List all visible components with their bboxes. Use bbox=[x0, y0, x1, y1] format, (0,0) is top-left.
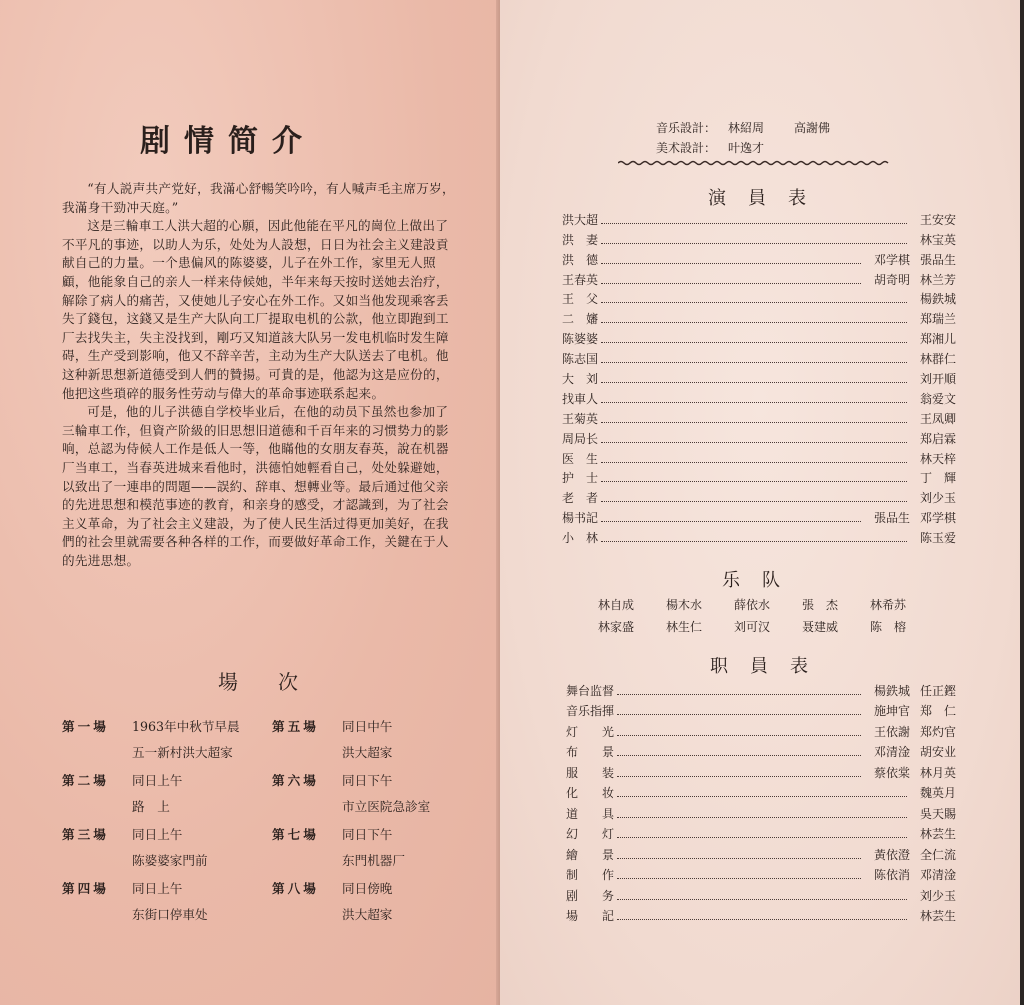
band-member: 林自成 bbox=[598, 598, 635, 612]
cast-row bbox=[562, 506, 956, 526]
dot-leader bbox=[617, 776, 861, 777]
staff-row bbox=[566, 740, 956, 761]
scene-label: 第二場 bbox=[62, 773, 109, 788]
dot-leader bbox=[601, 521, 861, 522]
performer-name: 邓清淦 bbox=[873, 745, 910, 759]
performer-names bbox=[910, 430, 956, 447]
cast-row bbox=[562, 347, 956, 367]
dot-leader bbox=[601, 322, 907, 323]
performer-name: 刘开順 bbox=[919, 372, 956, 387]
dot-leader bbox=[617, 878, 861, 879]
performer-name: 林兰芳 bbox=[919, 272, 956, 287]
band-member: 薛依水 bbox=[734, 598, 771, 612]
performer-name: 任正鏗 bbox=[919, 683, 956, 698]
scene-time: 同日上午 bbox=[132, 881, 183, 896]
performer-name: 魏英月 bbox=[919, 786, 956, 800]
dot-leader bbox=[601, 462, 907, 463]
performer-names bbox=[864, 743, 956, 760]
role-name: 小 林 bbox=[562, 531, 599, 546]
staff-row bbox=[566, 883, 956, 904]
dot-leader bbox=[601, 342, 907, 343]
performer-names bbox=[910, 529, 956, 546]
role-name: 布 景 bbox=[566, 745, 615, 759]
performer-names bbox=[864, 682, 956, 699]
staff-row bbox=[566, 822, 956, 843]
staff-list bbox=[566, 678, 956, 924]
synopsis-paragraph: 可是，他的儿子洪德自学校毕业后，在他的动员下虽然也参加了三輪車工作，但資产阶級的旧思想旧道德和千百年来的习惯势力的影响，总認为侍候人工作是低人一等，他瞞他的女朋友春英，說在机器厂当車工，当春英进城来看他时，洪德怕她輕看自己，处处躲避她，以致出了一連串的問題——誤約、辞車、想轉业等。最后通过他父亲的先进思想和模范事迹的教育，和亲身的感受，才認識到，为了社会主义革命，为了社会主义建設，为了使人民生活过得更加美好，在我們的社会里就需要各种各样的工作，而要做好革命工作，关鍵在于人的先进思想。 bbox=[62, 404, 449, 568]
band-row bbox=[598, 618, 938, 640]
performer-name: 邓学棋 bbox=[873, 252, 910, 267]
synopsis-paragraph: 这是三輪車工人洪大超的心願，因此他能在平凡的崗位上做出了不平凡的事迹，以助人为乐，处处为人設想，日日为社会主义建設貢献自己的力量。一个患偏风的陈婆婆，儿子在外工作，家里无人照顧，他能象自己的亲人一样来侍候她，半年来每天按时送她去治疗，解除了病人的痛苦，又使她儿子安心在外工作。又如当他发现乘客丢失了錢包，这錢又是生产大队向工厂提取电机的公款，他立即跑到工厂去找失主，失主没找到，剛巧又知道該大队另一发电机临时发生障碍，生产受到影响，他又不辞辛苦，主动为生产大队送去了电机。他这种新思想新道德受到人們的贊揚。可貴的是，他認为这是应份的，他把这些瑣碎的服务性劳动与偉大的革命事迹联系起来。 bbox=[62, 218, 449, 401]
performer-name: 張品生 bbox=[873, 511, 910, 526]
staff-row bbox=[566, 699, 956, 720]
staff-row bbox=[566, 760, 956, 781]
scene-place: 陈婆婆家門前 bbox=[132, 853, 208, 868]
role-name: 場 記 bbox=[566, 909, 615, 923]
dot-leader bbox=[617, 899, 907, 900]
band-member: 張 杰 bbox=[802, 598, 839, 612]
dot-leader bbox=[601, 362, 907, 363]
role-name: 幻 灯 bbox=[566, 827, 615, 841]
cast-row bbox=[562, 447, 956, 467]
performer-names bbox=[864, 846, 956, 863]
performer-name: 林月英 bbox=[919, 765, 956, 780]
performer-name: 林群仁 bbox=[919, 352, 956, 367]
role-name: 周局长 bbox=[562, 431, 599, 446]
staff-row bbox=[566, 863, 956, 884]
staff-row bbox=[566, 842, 956, 863]
performer-names bbox=[910, 887, 956, 904]
performer-names bbox=[910, 450, 956, 467]
credit-name: 高謝佛 bbox=[794, 121, 831, 135]
role-name: 服 装 bbox=[566, 765, 615, 780]
scene-label: 第六場 bbox=[272, 773, 319, 788]
cast-row bbox=[562, 268, 956, 288]
performer-names bbox=[864, 251, 956, 268]
staff-row bbox=[566, 781, 956, 802]
dot-leader bbox=[617, 837, 907, 838]
performer-name: 林芸生 bbox=[919, 827, 956, 841]
band-title: 乐队 bbox=[722, 570, 802, 591]
left-page bbox=[0, 0, 500, 1005]
band-row bbox=[598, 596, 938, 618]
credit-role: 美术設計： bbox=[656, 141, 717, 155]
role-name: 繪 景 bbox=[566, 847, 615, 862]
performer-names bbox=[910, 805, 956, 822]
scene-time: 同日下午 bbox=[342, 827, 393, 842]
band-member: 陈 榕 bbox=[870, 620, 907, 634]
role-name: 洪 妻 bbox=[562, 232, 599, 247]
band-member: 聂建威 bbox=[802, 620, 839, 634]
dot-leader bbox=[601, 263, 861, 264]
scene-label: 第四場 bbox=[62, 881, 109, 896]
scene-time: 同日上午 bbox=[132, 827, 183, 842]
role-name: 化 妆 bbox=[566, 786, 615, 800]
performer-name: 林宝英 bbox=[919, 232, 956, 247]
performer-name: 林天梓 bbox=[919, 451, 956, 466]
performer-name: 郑瑞兰 bbox=[919, 312, 956, 327]
scene-label: 第一場 bbox=[62, 719, 109, 734]
role-name: 王菊英 bbox=[562, 411, 599, 426]
dot-leader bbox=[601, 541, 907, 542]
dot-leader bbox=[601, 481, 907, 482]
performer-name: 刘少玉 bbox=[919, 491, 956, 506]
role-name: 王 父 bbox=[562, 292, 599, 307]
band-member: 林家盛 bbox=[598, 620, 635, 634]
cast-list bbox=[562, 208, 956, 546]
cast-row bbox=[562, 486, 956, 506]
role-name: 灯 光 bbox=[566, 724, 615, 739]
band-member: 刘可汉 bbox=[734, 620, 771, 634]
performer-names bbox=[910, 410, 956, 427]
performer-name: 黃依澄 bbox=[873, 847, 910, 862]
role-name: 大 刘 bbox=[562, 372, 599, 387]
band-member: 林希苏 bbox=[870, 598, 907, 612]
performer-name: 楊鉄城 bbox=[873, 683, 910, 698]
performer-name: 郑启霖 bbox=[919, 431, 956, 446]
cast-row bbox=[562, 288, 956, 308]
performer-name: 郑湘儿 bbox=[919, 332, 956, 347]
performer-name: 郑灼官 bbox=[919, 724, 956, 739]
performer-names bbox=[910, 350, 956, 367]
cast-row bbox=[562, 208, 956, 228]
cast-row bbox=[562, 327, 956, 347]
performer-names bbox=[910, 469, 956, 486]
design-credits bbox=[656, 118, 842, 158]
role-name: 道 具 bbox=[566, 806, 615, 821]
dot-leader bbox=[617, 796, 907, 797]
performer-name: 郑 仁 bbox=[919, 704, 956, 718]
synopsis-title: 剧情简介 bbox=[140, 124, 316, 159]
performer-name: 王安安 bbox=[919, 212, 956, 227]
wavy-divider bbox=[618, 160, 890, 166]
scene-label: 第五場 bbox=[272, 719, 319, 734]
dot-leader bbox=[601, 382, 907, 383]
dot-leader bbox=[601, 442, 907, 443]
performer-names bbox=[910, 231, 956, 248]
performer-name: 胡安业 bbox=[919, 745, 956, 759]
band-member: 楊木水 bbox=[666, 598, 703, 612]
role-name: 医 生 bbox=[562, 451, 599, 466]
performer-name: 陈依消 bbox=[873, 868, 910, 882]
band-member: 林生仁 bbox=[666, 620, 703, 634]
performer-names bbox=[910, 489, 956, 506]
performer-name: 邓清淦 bbox=[919, 868, 956, 882]
performer-names bbox=[910, 825, 956, 842]
performer-name: 胡奇明 bbox=[873, 272, 910, 287]
dot-leader bbox=[617, 755, 861, 756]
cast-title: 演員表 bbox=[708, 188, 828, 209]
staff-row bbox=[566, 719, 956, 740]
dot-leader bbox=[617, 858, 861, 859]
art-design-credit bbox=[656, 138, 842, 158]
dot-leader bbox=[617, 735, 861, 736]
music-design-credit bbox=[656, 118, 842, 138]
staff-row bbox=[566, 801, 956, 822]
performer-names bbox=[910, 330, 956, 347]
scene-label: 第三場 bbox=[62, 827, 109, 842]
scene-label: 第七場 bbox=[272, 827, 319, 842]
cast-row bbox=[562, 526, 956, 546]
dot-leader bbox=[601, 402, 907, 403]
cast-row bbox=[562, 387, 956, 407]
role-name: 洪大超 bbox=[562, 212, 599, 227]
dot-leader bbox=[601, 302, 907, 303]
scene-place: 五一新村洪大超家 bbox=[132, 745, 233, 760]
scenes-title: 場次 bbox=[218, 670, 338, 694]
role-name: 二 嬸 bbox=[562, 312, 599, 327]
performer-name: 張品生 bbox=[919, 252, 956, 267]
role-name: 陈志国 bbox=[562, 352, 599, 367]
scene-time: 同日傍晚 bbox=[342, 881, 393, 896]
performer-names bbox=[910, 310, 956, 327]
scene-place: 东門机器厂 bbox=[342, 853, 405, 868]
scene-place: 路 上 bbox=[132, 799, 170, 814]
role-name: 剧 务 bbox=[566, 888, 615, 903]
role-name: 护 士 bbox=[562, 471, 599, 486]
performer-name: 邓学棋 bbox=[919, 511, 956, 526]
cast-row bbox=[562, 427, 956, 447]
scene-place: 市立医院急診室 bbox=[342, 799, 431, 814]
performer-names bbox=[864, 271, 956, 288]
role-name: 找車人 bbox=[562, 391, 599, 406]
role-name: 音乐指揮 bbox=[566, 704, 615, 718]
cast-row bbox=[562, 228, 956, 248]
performer-name: 蔡依棠 bbox=[873, 765, 910, 780]
synopsis-quote: “有人説声共产党好，我滿心舒暢笑吟吟，有人喊声毛主席万岁，我滿身干勁冲天庭。” bbox=[62, 181, 455, 215]
scene-time: 同日中午 bbox=[342, 719, 393, 734]
scene-time: 同日下午 bbox=[342, 773, 393, 788]
staff-row bbox=[566, 904, 956, 925]
dot-leader bbox=[601, 223, 907, 224]
scene-place: 东街口停車处 bbox=[132, 907, 208, 922]
performer-name: 全仁流 bbox=[919, 847, 956, 862]
scene-place: 洪大超家 bbox=[342, 745, 393, 760]
dot-leader bbox=[617, 817, 907, 818]
performer-names bbox=[864, 723, 956, 740]
performer-names bbox=[910, 390, 956, 407]
dot-leader bbox=[617, 714, 861, 715]
performer-names bbox=[864, 764, 956, 781]
role-name: 舞台监督 bbox=[566, 683, 615, 698]
cast-row bbox=[562, 407, 956, 427]
performer-name: 林芸生 bbox=[919, 909, 956, 923]
performer-names bbox=[864, 866, 956, 883]
dot-leader bbox=[617, 919, 907, 920]
performer-name: 施坤官 bbox=[873, 704, 910, 718]
staff-title: 职員表 bbox=[710, 656, 830, 677]
performer-names bbox=[864, 702, 956, 719]
cast-row bbox=[562, 367, 956, 387]
role-name: 老 者 bbox=[562, 491, 599, 506]
performer-names bbox=[864, 509, 956, 526]
credit-name: 叶逸才 bbox=[728, 141, 765, 155]
performer-name: 陈玉爱 bbox=[919, 531, 956, 546]
dot-leader bbox=[617, 694, 861, 695]
cast-row bbox=[562, 248, 956, 268]
role-name: 楊书記 bbox=[562, 511, 599, 526]
band-list bbox=[598, 596, 938, 640]
performer-name: 王凤卿 bbox=[919, 411, 956, 426]
credit-role: 音乐設計： bbox=[656, 121, 717, 135]
performer-name: 刘少玉 bbox=[919, 888, 956, 903]
role-name: 王春英 bbox=[562, 272, 599, 287]
performer-names bbox=[910, 784, 956, 801]
performer-name: 吳天賜 bbox=[919, 806, 956, 821]
cast-row bbox=[562, 467, 956, 487]
scene-place: 洪大超家 bbox=[342, 907, 393, 922]
staff-row bbox=[566, 678, 956, 699]
dot-leader bbox=[601, 501, 907, 502]
scene-time: 同日上午 bbox=[132, 773, 183, 788]
cast-row bbox=[562, 307, 956, 327]
dot-leader bbox=[601, 283, 861, 284]
performer-name: 丁 輝 bbox=[919, 471, 956, 486]
synopsis-body bbox=[62, 180, 458, 570]
performer-names bbox=[910, 290, 956, 307]
performer-names bbox=[910, 211, 956, 228]
performer-name: 王依謝 bbox=[873, 724, 910, 739]
scene-time: 1963年中秋节早晨 bbox=[132, 719, 240, 734]
dot-leader bbox=[601, 422, 907, 423]
scene-label: 第八場 bbox=[272, 881, 319, 896]
role-name: 陈婆婆 bbox=[562, 332, 599, 347]
performer-names bbox=[910, 370, 956, 387]
performer-names bbox=[910, 907, 956, 924]
performer-name: 楊鉄城 bbox=[919, 292, 956, 307]
performer-name: 翁爱文 bbox=[919, 391, 956, 406]
role-name: 制 作 bbox=[566, 868, 615, 882]
dot-leader bbox=[601, 243, 907, 244]
credit-name: 林紹周 bbox=[728, 121, 765, 135]
role-name: 洪 德 bbox=[562, 252, 599, 267]
